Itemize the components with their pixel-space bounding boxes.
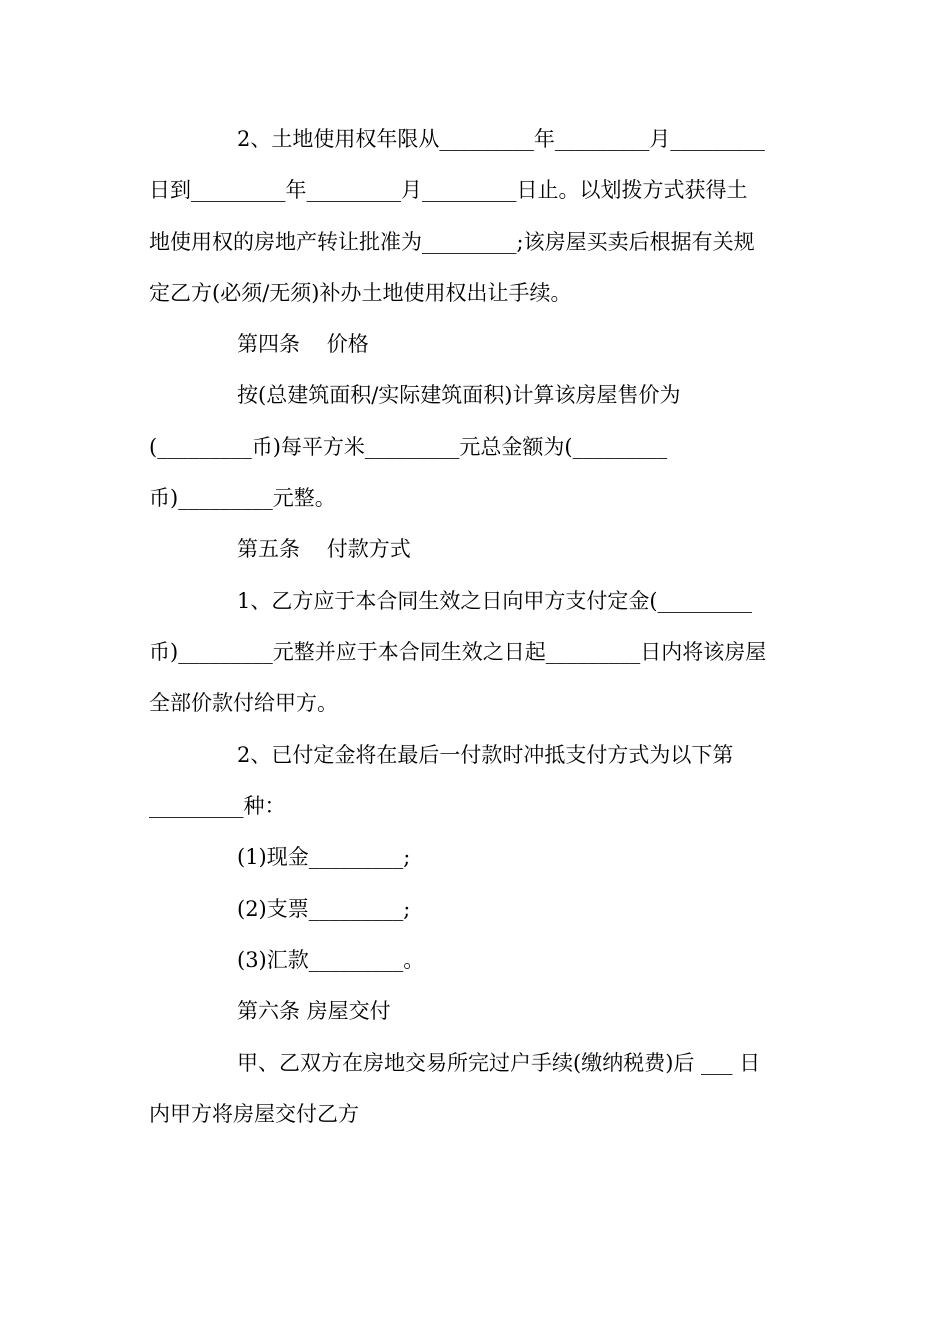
land-transfer-procedure-line: 定乙方(必须/无须)补办土地使用权出让手续。 [149, 281, 572, 305]
payment-option-cash: (1)现金_________; [237, 845, 411, 869]
payment-option-check: (2)支票_________; [237, 897, 411, 921]
land-use-term-cont-line: 日到_________年_________月_________日止。以划拨方式获得土 [149, 178, 748, 202]
deposit-cont-line: 币)_________元整并应于本合同生效之日起_________日内将该房屋 [149, 640, 767, 664]
delivery-line: 甲、乙双方在房地交易所完过户手续(缴纳税费)后 ___ 日 [237, 1051, 761, 1075]
article-five-heading: 第五条 付款方式 [237, 537, 411, 561]
price-per-sqm-line: (_________币)每平方米_________元总金额为(_________ [149, 435, 668, 459]
deposit-line: 1、乙方应于本合同生效之日向甲方支付定金(_________ [237, 589, 753, 613]
article-six-heading: 第六条 房屋交付 [237, 999, 391, 1023]
deposit-offset-line: 2、已付定金将在最后一付款时冲抵支付方式为以下第 [237, 743, 734, 767]
price-total-line: 币)_________元整。 [149, 486, 336, 510]
price-calc-line: 按(总建筑面积/实际建筑面积)计算该房屋售价为 [237, 383, 681, 407]
payment-option-remittance: (3)汇款_________。 [237, 948, 425, 972]
delivery-cont-line: 内甲方将房屋交付乙方 [149, 1102, 359, 1126]
article-four-heading: 第四条 价格 [237, 332, 369, 356]
payment-method-choice-line: _________种： [149, 794, 286, 818]
land-use-term-line: 2、土地使用权年限从_________年_________月_________ [237, 127, 765, 151]
full-payment-line: 全部价款付给甲方。 [149, 691, 338, 715]
allocation-approval-line: 地使用权的房地产转让批准为_________;该房屋买卖后根据有关规 [149, 230, 755, 254]
